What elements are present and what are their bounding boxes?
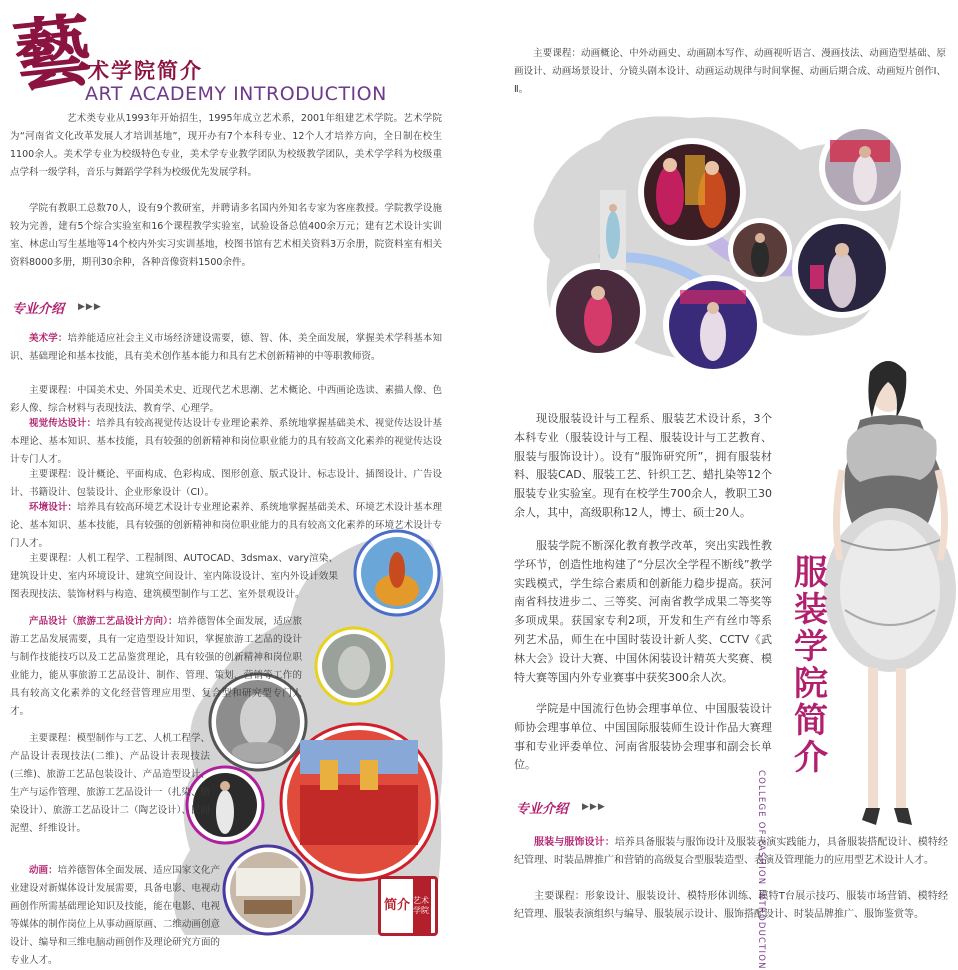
art-title-cn: 术学院简介	[88, 59, 203, 83]
major-product-design-courses: 主要课程：模型制作与工艺、人机工程学、产品设计表现技法(二维)、产品设计表现技法(三维)、旅游工艺品包装设计、产品造型设计、生产与运作管理、旅游工艺品设计一（扎染、蜡染设计）、旅游工艺品设计二（陶艺设计）、民间泥塑、纤维设计。	[10, 733, 210, 834]
major-env-design	[10, 499, 442, 553]
art-section-head: 专业介绍	[12, 302, 65, 317]
major-fine-arts-text: 培养能适应社会主义市场经济建设需要，德、智、体、美全面发展，掌握美术学科基本知识、基础理论和基本技能，具有美术创作基本能力和具有艺术创新精神的中等职教师资。	[10, 333, 442, 362]
major-product-design-label: 产品设计（旅游工艺品设计方向）：	[29, 616, 178, 627]
major-visual-comm-courses: 主要课程：设计概论、平面构成、色彩构成、图形创意、版式设计、标志设计、插图设计、广告设计、书籍设计、包装设计、企业形象设计（CI）。	[10, 469, 442, 498]
major-visual-comm-label: 视觉传达设计：	[29, 418, 97, 429]
art-intro-paragraph-1: 艺术类专业从1993年开始招生，1995年成立艺术系，2001年组建艺术学院。艺术学院为“河南省文化改革发展人才培训基地”，现开办有7个本科专业、12个人才培养方向，全日制在校生1100余人。美术学专业为校级特色专业，美术学专业教学团队为校级教学团队，美术学学科为校级重点学科一级学科，音乐与舞蹈学学科为校级优先发展学科。	[10, 113, 442, 178]
photo-circle-8	[316, 628, 392, 704]
fashion-vertical-title: 服装学院简介	[794, 553, 828, 778]
seal-big-text: 简介	[383, 898, 410, 913]
photo-circle-5	[550, 263, 646, 359]
major-env-design-label: 环境设计：	[29, 502, 78, 513]
major-fine-arts-courses: 主要课程：中国美术史、外国美术史、近现代艺术思潮、艺术概论、中西画论选读、素描人像、色彩人像、综合材料与表现技法、教育学、心理学。	[10, 385, 442, 414]
major-visual-comm-text: 培养具有较高视觉传达设计专业理论素养、系统地掌握基础美术、视觉传达设计基本理论、基本知识、基本技能，具有较强的创新精神和岗位职业能力的具有较高文化素养的视觉传达设计专门人才。	[10, 418, 442, 465]
art-intro-paragraph-2: 学院有教职工总数70人，设有9个教研室，并聘请多名国内外知名专家为客座教授。学院教学设施较为完善，建有5个综合实验室和16个课程教学实验室，试验设备总值400余万元；建有艺术设计实训室、林虑山写生基地等14个校内外实习实训基地，校图书馆有艺术相关资料3万余册，院资料室有相关资料8000多册，期刊30余种，各种音像资料1500余件。	[10, 203, 442, 268]
major-env-design-text: 培养具有较高环境艺术设计专业理论素养、系统地掌握基础美术、环境艺术设计基本理论、基本知识、基本技能，具有较强的创新精神和岗位职业能力的具有较高文化素养的环境艺术设计专门人才。	[10, 502, 442, 549]
fashion-major-label: 服装与服饰设计：	[534, 837, 615, 848]
photo-circle-1	[638, 138, 746, 246]
intro-seal-stamp	[378, 876, 438, 936]
fashion-major-courses: 主要课程：形象设计、服装设计、模特形体训练、模特T台展示技巧、服装市场营销、模特经纪管理、服装表演组织与编导、服装展示设计、服饰搭配设计、时装品牌推广、服饰鉴赏等。	[514, 891, 948, 920]
major-visual-comm	[10, 415, 442, 469]
fashion-vertical-subtitle: COLLEGE OF FASHION INTRODUCTION	[756, 770, 766, 970]
fashion-paragraph-2: 服装学院不断深化教育教学改革，突出实践性教学环节，创造性地构建了“分层次全学程不断线”教学实践模式，学生综合素质和创新能力稳步提高。获河南省科技进步二、三等奖、河南省教学成果二等奖等多项成果。获国家专利2项，开发和生产有丝巾等系列艺术品，师生在中国时装设计新人奖、CCTV《武林大会》设计大赛、中国休闲装设计精英大奖赛、模特大赛等国内外专业赛事中获奖300余人次。	[514, 539, 772, 684]
seal-small-text: 艺术学院	[413, 879, 431, 933]
fashion-section-arrows: ▶▶▶	[582, 802, 606, 812]
major-animation-courses: 主要课程：动画概论、中外动画史、动画剧本写作、动画视听语言、漫画技法、动画造型基础、原画设计、动画场景设计、分镜头剧本设计、动画运动规律与时间掌握、动画后期合成、动画短片创作Ⅰ、Ⅱ。	[514, 48, 946, 95]
art-section-arrows: ▶▶▶	[78, 302, 102, 312]
major-animation-text: 培养德智体全面发展、适应国家文化产业建设对新媒体设计发展需要，具备电影、电视动画创作所需基础理论知识及技能，能在电影、电视等媒体的制作岗位上从事动画原画、二维动画创意设计、编导和三维电脑动画创作及理论研究方面的专业人才。	[10, 865, 220, 966]
major-animation-label: 动画：	[29, 865, 58, 876]
fashion-paragraph-3: 学院是中国流行色协会理事单位、中国服装设计师协会理事单位、中国国际服装师生设计作品大赛理事和专业评委单位、河南省服装协会理事和副会长单位。	[514, 702, 772, 772]
art-title-en: ART ACADEMY INTRODUCTION	[85, 83, 387, 105]
photo-circle-6	[663, 275, 763, 375]
fashion-model-illustration	[824, 361, 956, 825]
fashion-major	[514, 834, 948, 870]
photo-circle-10	[281, 724, 437, 880]
art-logo-char: 藝	[9, 5, 97, 104]
photo-circle-2	[819, 123, 907, 211]
fashion-section-head: 专业介绍	[516, 802, 569, 817]
photo-circle-12	[224, 846, 312, 934]
major-env-design-courses: 主要课程：人机工程学、工程制图、AUTOCAD、3dsmax、vary渲染、建筑设计史、室内环境设计、建筑空间设计、室内陈设设计、室内外设计效果图表现技法、装饰材料与构造、建筑模型制作与工艺、室外景观设计。	[10, 553, 338, 600]
major-animation	[10, 862, 220, 970]
fashion-paragraph-1: 现设服装设计与工程系、服装艺术设计系，3个本科专业（服装设计与工程、服装设计与工艺教育、服装与服饰设计）。设有“服饰研究所”，拥有服装材料、服装CAD、服装工艺、针织工艺、蜡扎染等12个服装专业实验室。现有在校学生700余人，教职工30余人，其中，高级职称12人，博士、硕士20人。	[514, 412, 772, 519]
major-fine-arts	[10, 330, 442, 366]
photo-circle-3	[728, 218, 792, 282]
photo-circle-4	[792, 218, 892, 318]
major-fine-arts-label: 美术学：	[29, 333, 68, 344]
major-product-design	[10, 613, 302, 721]
fashion-major-text: 培养具备服装与服饰设计及服装表演实践能力，具备服装搭配设计、模特经纪管理、时装品牌推广和营销的高级复合型服装造型、表演及管理能力的应用型艺术设计人才。	[514, 837, 949, 866]
major-product-design-text: 培养德智体全面发展，适应旅游工艺品发展需要，具有一定造型设计知识，掌握旅游工艺品的设计与制作技能技巧以及工艺品鉴赏理论，具有较强的创新精神和岗位职业能力，能从事旅游工艺品设计、制作、管理、策划、营销等工作的具有较高文化素养的文化经营管理应用型、复合型和研究型专门人才。	[10, 616, 302, 717]
